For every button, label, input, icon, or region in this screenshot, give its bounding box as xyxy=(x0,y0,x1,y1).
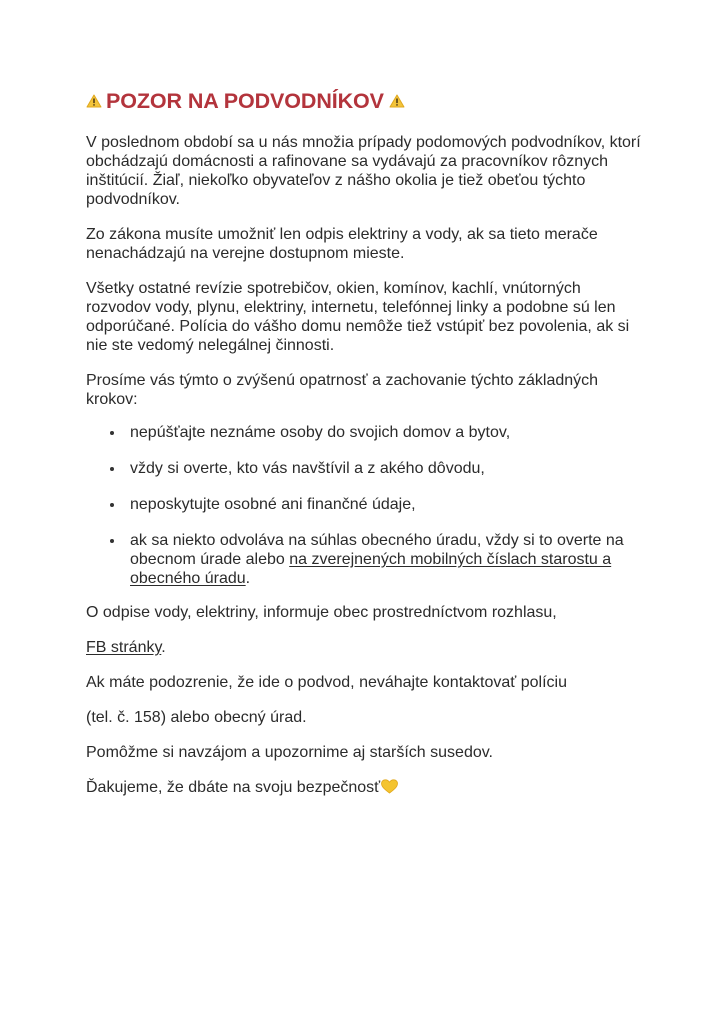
fb-paragraph xyxy=(86,638,646,657)
info-paragraph: O odpise vody, elektriny, informuje obec prostredníctvom rozhlasu, xyxy=(86,604,557,621)
list-item-text: ak sa niekto odvoláva na súhlas obecného úradu, vždy si to overte na obecnom úrade alebo xyxy=(130,532,624,568)
mobile-numbers-link[interactable]: na zverejnených mobilných číslach starostu a obecného úradu xyxy=(130,551,612,587)
list-item xyxy=(86,531,646,588)
suspect-paragraph: Ak máte podozrenie, že ide o podvod, neváhajte kontaktovať políciu xyxy=(86,674,567,691)
fb-page-link[interactable]: FB stránky xyxy=(86,639,162,656)
law-paragraph: Zo zákona musíte umožniť len odpis elektriny a vody, ak sa tieto merače nenachádzajú na verejne dostupnom mieste. xyxy=(86,226,598,262)
revisions-paragraph: Všetky ostatné revízie spotrebičov, okien, komínov, kachlí, vnútorných rozvodov vody, plynu, elektriny, internetu, telefónnej linky a podobne sú len odporúčané. Polícia do vášho domu nemôže tiež vstúpiť bez povolenia, ak si nie ste vedomý nelegálnej činnosti. xyxy=(86,280,630,354)
list-item-period: . xyxy=(245,570,251,587)
document-page xyxy=(86,88,646,815)
safety-steps-list xyxy=(86,423,646,588)
list-item xyxy=(86,423,646,442)
police-paragraph: (tel. č. 158) alebo obecný úrad. xyxy=(86,709,307,726)
bullet-icon xyxy=(110,503,114,507)
intro-paragraph: V poslednom období sa u nás množia prípady podomových podvodníkov, ktorí obchádzajú domácnosti a rafinovane sa vydávajú za pracovníkov rôznych inštitúcií. Žiaľ, niekoľko obyvateľov z nášho okolia je tiež obeťou týchto podvodníkov. xyxy=(86,134,641,208)
request-paragraph: Prosíme vás týmto o zvýšenú opatrnosť a zachovanie týchto základných krokov: xyxy=(86,372,599,408)
list-item-text: vždy si overte, kto vás navštívil a z akého dôvodu, xyxy=(130,460,485,477)
warning-icon xyxy=(389,94,405,108)
neighbors-paragraph: Pomôžme si navzájom a upozornime aj starších susedov. xyxy=(86,744,493,761)
list-item xyxy=(86,459,646,478)
bullet-icon xyxy=(110,539,114,543)
list-item-text: neposkytujte osobné ani finančné údaje, xyxy=(130,496,416,513)
thanks-paragraph xyxy=(86,778,646,799)
title-text: POZOR NA PODVODNÍKOV xyxy=(106,88,384,113)
list-item-text: nepúšťajte neznáme osoby do svojich domov a bytov, xyxy=(130,424,511,441)
thanks-text: Ďakujeme, že dbáte na svoju bezpečnosť xyxy=(86,779,381,796)
bullet-icon xyxy=(110,467,114,471)
warning-icon xyxy=(86,94,102,108)
list-item xyxy=(86,495,646,514)
page-title xyxy=(86,88,646,114)
fb-period: . xyxy=(161,639,166,656)
yellow-heart-icon xyxy=(381,779,398,799)
bullet-icon xyxy=(110,431,114,435)
